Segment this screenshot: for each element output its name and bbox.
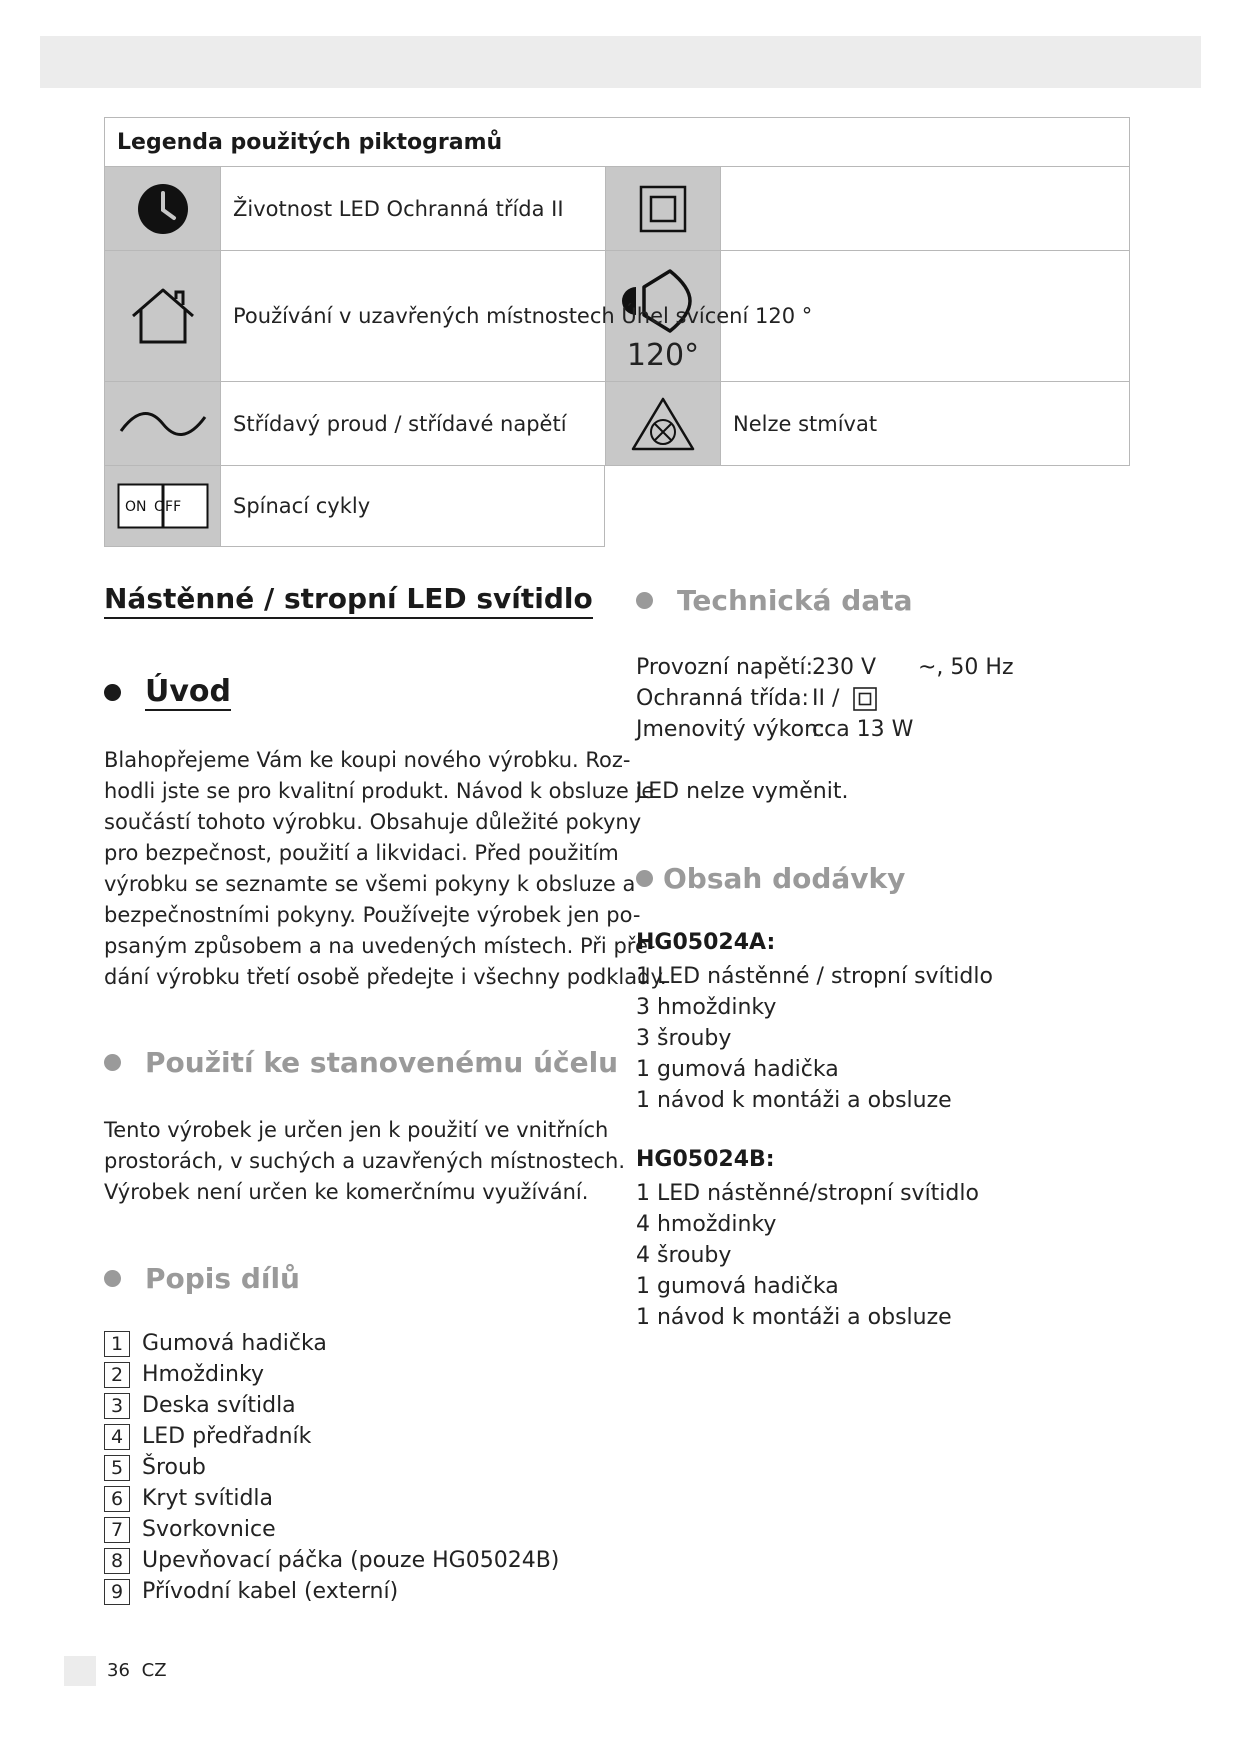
package-list — [636, 961, 993, 1116]
double-square-icon — [853, 687, 877, 711]
usage-heading-text: Použití ke stanovenému účelu — [145, 1046, 619, 1079]
text-line: hodli jste se pro kvalitní produkt. Návod k obsluze je — [104, 779, 655, 803]
text-line: psaným způsobem a na uvedených místech. Při pře- — [104, 934, 656, 958]
legend-text: Používání v uzavřených místnostech Úhel svícení 120 ° — [233, 304, 813, 328]
tech-label: Ochranná třída: — [636, 686, 809, 711]
text-line: součástí tohoto výrobku. Obsahuje důležité pokyny — [104, 810, 642, 834]
intro-heading — [104, 674, 231, 711]
no-dimming-icon — [630, 396, 696, 452]
part-label: LED předřadník — [142, 1424, 312, 1449]
double-square-icon — [639, 185, 687, 233]
part-number: 1 — [104, 1331, 130, 1357]
legend-icon-cell — [105, 251, 220, 381]
part-label: Hmoždinky — [142, 1362, 264, 1387]
part-number: 7 — [104, 1517, 130, 1543]
svg-text:120°: 120° — [626, 338, 700, 373]
part-label: Svorkovnice — [142, 1517, 276, 1542]
list-item — [104, 1390, 559, 1421]
tech-heading-text: Technická data — [677, 584, 913, 617]
package-list — [636, 1178, 979, 1333]
part-label: Šroub — [142, 1455, 206, 1480]
list-item — [104, 1514, 559, 1545]
list-item: 4 hmoždinky — [636, 1212, 777, 1237]
tech-value: II / — [812, 686, 840, 711]
intro-paragraph — [104, 745, 667, 993]
list-item — [104, 1576, 559, 1607]
text-line: Tento výrobek je určen jen k použití ve vnitřních — [104, 1118, 609, 1142]
part-number: 3 — [104, 1393, 130, 1419]
legend-title: Legenda použitých piktogramů — [104, 117, 1130, 167]
tech-value: 230 V ~, 50 Hz — [812, 655, 1014, 680]
legend-icon-cell — [105, 382, 220, 465]
bullet-icon — [636, 870, 653, 887]
svg-text:ON: ON — [124, 499, 146, 515]
text-line: prostorách, v suchých a uzavřených místnostech. — [104, 1149, 626, 1173]
clock-icon — [136, 182, 190, 236]
tech-row — [636, 714, 1014, 745]
main-title: Nástěnné / stropní LED svítidlo — [104, 582, 593, 619]
list-item: 3 šrouby — [636, 1026, 732, 1051]
list-item: 1 gumová hadička — [636, 1057, 839, 1082]
svg-text:OFF: OFF — [153, 499, 181, 515]
bullet-icon — [104, 1054, 121, 1071]
text-line: Výrobek není určen ke komerčnímu využívání. — [104, 1180, 589, 1204]
usage-heading — [104, 1046, 618, 1079]
on-off-icon — [117, 483, 209, 529]
legend-icon-cell — [105, 167, 220, 250]
list-item — [104, 1359, 559, 1390]
bullet-icon — [104, 1270, 121, 1287]
list-item — [104, 1545, 559, 1576]
tech-row — [636, 652, 1014, 683]
list-item — [104, 1421, 559, 1452]
language-code: CZ — [141, 1660, 167, 1681]
contents-heading-text: Obsah dodávky — [663, 862, 906, 895]
tech-heading — [636, 584, 913, 617]
part-label: Upevňovací páčka (pouze HG05024B) — [142, 1548, 560, 1573]
page-marker — [64, 1656, 96, 1686]
part-number: 8 — [104, 1548, 130, 1574]
package-model: HG05024A: — [636, 930, 776, 955]
list-item — [104, 1483, 559, 1514]
legend-icon-cell — [105, 466, 220, 546]
list-item: 1 LED nástěnné / stropní svítidlo — [636, 964, 993, 989]
legend-row — [104, 251, 1130, 382]
legend-text: Životnost LED Ochranná třída II — [233, 196, 564, 221]
part-number: 6 — [104, 1486, 130, 1512]
part-label: Gumová hadička — [142, 1331, 327, 1356]
list-item: 1 návod k montáži a obsluze — [636, 1088, 952, 1113]
text-line: pro bezpečnost, použití a likvidaci. Před použitím — [104, 841, 619, 865]
contents-heading — [636, 862, 905, 895]
page-number: 36 — [107, 1660, 130, 1681]
tech-label: Provozní napětí: — [636, 655, 814, 680]
legend-row — [104, 466, 605, 547]
list-item: 1 gumová hadička — [636, 1274, 839, 1299]
list-item: 1 návod k montáži a obsluze — [636, 1305, 952, 1330]
parts-heading-text: Popis dílů — [145, 1262, 300, 1295]
part-number: 2 — [104, 1362, 130, 1388]
tech-data — [636, 652, 1014, 807]
legend-icon-cell — [606, 382, 720, 465]
legend-text: Spínací cykly — [233, 494, 371, 518]
legend-icon-cell — [606, 167, 720, 250]
text-line: bezpečnostními pokyny. Používejte výrobek jen po- — [104, 903, 641, 927]
part-label: Přívodní kabel (externí) — [142, 1579, 399, 1604]
text-line: výrobku se seznamte se všemi pokyny k obsluze a — [104, 872, 636, 896]
list-item: 4 šrouby — [636, 1243, 732, 1268]
list-item: 1 LED nástěnné/stropní svítidlo — [636, 1181, 979, 1206]
list-item — [104, 1452, 559, 1483]
tech-row — [636, 683, 1014, 714]
tech-label: Jmenovitý výkon: — [636, 717, 826, 742]
legend-row — [104, 167, 1130, 251]
legend-text-right: Nelze stmívat — [733, 411, 878, 436]
house-icon — [129, 286, 197, 346]
bullet-icon — [636, 592, 653, 609]
part-number: 5 — [104, 1455, 130, 1481]
part-number: 4 — [104, 1424, 130, 1450]
bullet-icon — [104, 684, 121, 701]
package-model: HG05024B: — [636, 1147, 775, 1172]
list-item — [104, 1328, 559, 1359]
tech-value: cca 13 W — [812, 717, 914, 742]
part-number: 9 — [104, 1579, 130, 1605]
text-line: Blahopřejeme Vám ke koupi nového výrobku. Roz- — [104, 748, 631, 772]
part-label: Kryt svítidla — [142, 1486, 274, 1511]
text-line: dání výrobku třetí osobě předejte i všechny podklady. — [104, 965, 667, 989]
pictogram-legend-table — [104, 117, 1130, 547]
part-label: Deska svítidla — [142, 1393, 296, 1418]
sine-wave-icon — [119, 409, 207, 439]
parts-heading — [104, 1262, 300, 1295]
legend-text: Střídavý proud / střídavé napětí — [233, 411, 567, 436]
tech-note: LED nelze vyměnit. — [636, 779, 849, 804]
usage-paragraph — [104, 1115, 625, 1208]
legend-row — [104, 382, 1130, 466]
intro-heading-text: Úvod — [145, 674, 232, 709]
list-item: 3 hmoždinky — [636, 995, 777, 1020]
parts-list — [104, 1328, 559, 1607]
top-band — [40, 36, 1201, 88]
page-footer — [107, 1660, 167, 1681]
